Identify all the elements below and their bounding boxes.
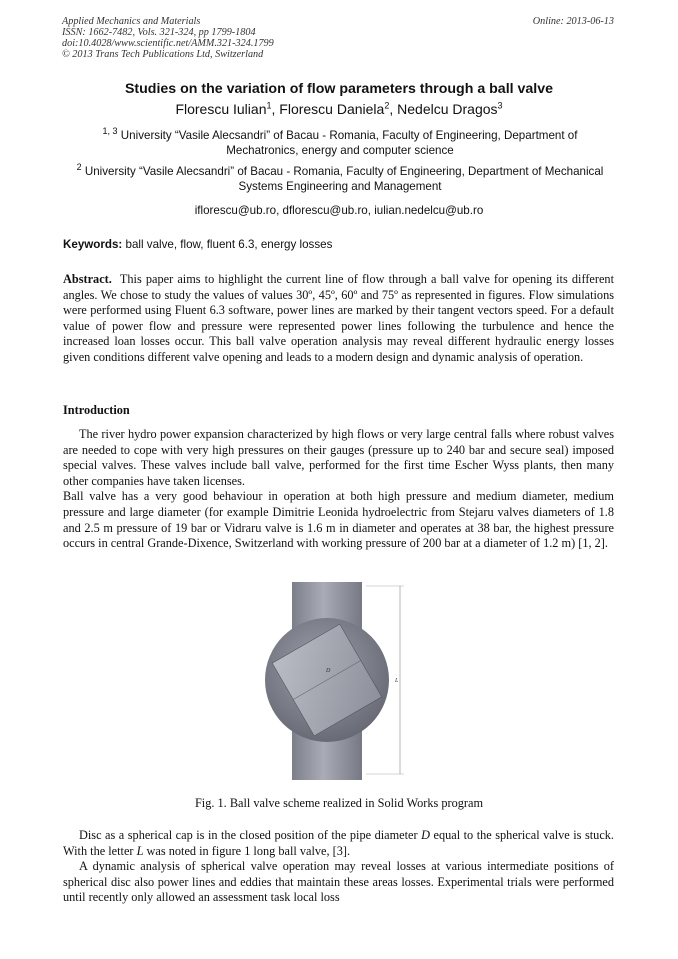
section-heading-introduction: Introduction: [63, 403, 130, 417]
affiliation-2: [70, 164, 610, 194]
paragraph-3: [63, 828, 614, 859]
abstract-label: Abstract.: [63, 272, 112, 286]
affiliation-1: [70, 128, 610, 158]
issn-line: ISSN: 1662-7482, Vols. 321-324, pp 1799-1804: [62, 27, 256, 38]
doi-line: doi:10.4028/www.scientific.net/AMM.321-324.1799: [62, 38, 274, 49]
ball-valve-figure: [250, 580, 430, 780]
abstract-text: This paper aims to highlight the current line of flow through a ball valve for opening its different angles. We chose to study the values of values 30º, 45º, 60º and 75º as represented in figures. Flow simulations were performed using Fluent 6.3 software, power lines are marked by their tangent vectors speed. For a default value of power flow and pressure were represented power lines following the turbulence and hence the increased loan losses occur. This ball valve operation analysis may reveal different hydraulic energy losses given conditions different valve opening and leads to a modern design and dynamic analysis of operation.: [63, 272, 614, 364]
text-run: Disc as a spherical cap is in the closed position of the pipe diameter: [79, 828, 422, 842]
symbol-l: L: [136, 843, 144, 858]
keywords-label: Keywords:: [63, 238, 123, 251]
text-run: was noted in figure 1 long ball valve, [3].: [143, 843, 351, 858]
author-name: Florescu Daniela: [279, 101, 385, 117]
paper-title: Studies on the variation of flow parameters through a ball valve: [124, 81, 554, 97]
keywords-text: ball valve, flow, fluent 6.3, energy losses: [125, 238, 333, 251]
text-run: equal to the spherical valve is stuck. With the letter: [63, 828, 615, 858]
author-sup: 1: [266, 100, 272, 111]
figure-label-d: D: [326, 668, 331, 674]
affiliation-sup: 1, 3: [102, 126, 118, 137]
journal-header: [62, 16, 274, 60]
affiliation-text: University “Vasile Alecsandri” of Bacau - Romania, Faculty of Engineering, Department of Mechatronics, energy and computer science: [120, 129, 578, 157]
intro-paragraph-2: Ball valve has a very good behaviour in operation at both high pressure and medium diameter, medium pressure and large diameter (for example Dimitrie Leonida hydroelectric from Stejaru valves diameters of 1.8 and 2.5 m pressure of 19 bar or Vidraru valve is 1.6 m in diameter and operates at 38 bar, the highest pressure occurs in central Grande-Dixence, Switzerland with working pressure of 200 bar at a diameter of 1.2 m) [1, 2].: [63, 489, 614, 551]
closing-body: [63, 828, 614, 906]
affiliation-text: University “Vasile Alecsandri” of Bacau - Romania, Faculty of Engineering, Department of Mechanical Systems Engineering and Management: [84, 165, 604, 193]
journal-name: Applied Mechanics and Materials: [62, 16, 201, 27]
author-sup: 2: [384, 100, 390, 111]
introduction-body: [63, 427, 614, 552]
paragraph-4: A dynamic analysis of spherical valve operation may reveal losses at various intermediate positions of spherical disc also power lines and eddies that maintain these areas losses. Experimental trials were performed until recently only allowed an assessment task local loss: [63, 859, 614, 905]
intro-paragraph-1: The river hydro power expansion characterized by high flows or very large central falls where robust valves are needed to cope with very high pressures on their gauges (pressure up to 240 bar and secure seal) imposed special valves. These valves include ball valve, performed for the first time Escher Wyss plants, then many other companies have taken licenses.: [63, 427, 614, 488]
author-sup: 3: [497, 100, 503, 111]
keywords-line: [63, 238, 332, 251]
author-list: Florescu Iulian$^1$, Florescu Daniela$^2$, Nedelcu Dragos$^3$: [175, 100, 503, 117]
abstract-block: [63, 272, 614, 366]
copyright-line: © 2013 Trans Tech Publications Ltd, Switzerland: [62, 49, 264, 60]
affiliation-sup: 2: [76, 162, 82, 173]
figure-caption: Fig. 1. Ball valve scheme realized in Solid Works program: [194, 796, 484, 810]
online-date: Online: 2013-06-13: [532, 16, 614, 27]
author-name: Florescu Iulian: [175, 101, 267, 117]
symbol-d: D: [421, 828, 430, 842]
author-name: Nedelcu Dragos: [397, 101, 498, 117]
author-emails: iflorescu@ub.ro, dflorescu@ub.ro, iulian.nedelcu@ub.ro: [194, 204, 484, 217]
figure-label-l: L: [395, 678, 399, 684]
